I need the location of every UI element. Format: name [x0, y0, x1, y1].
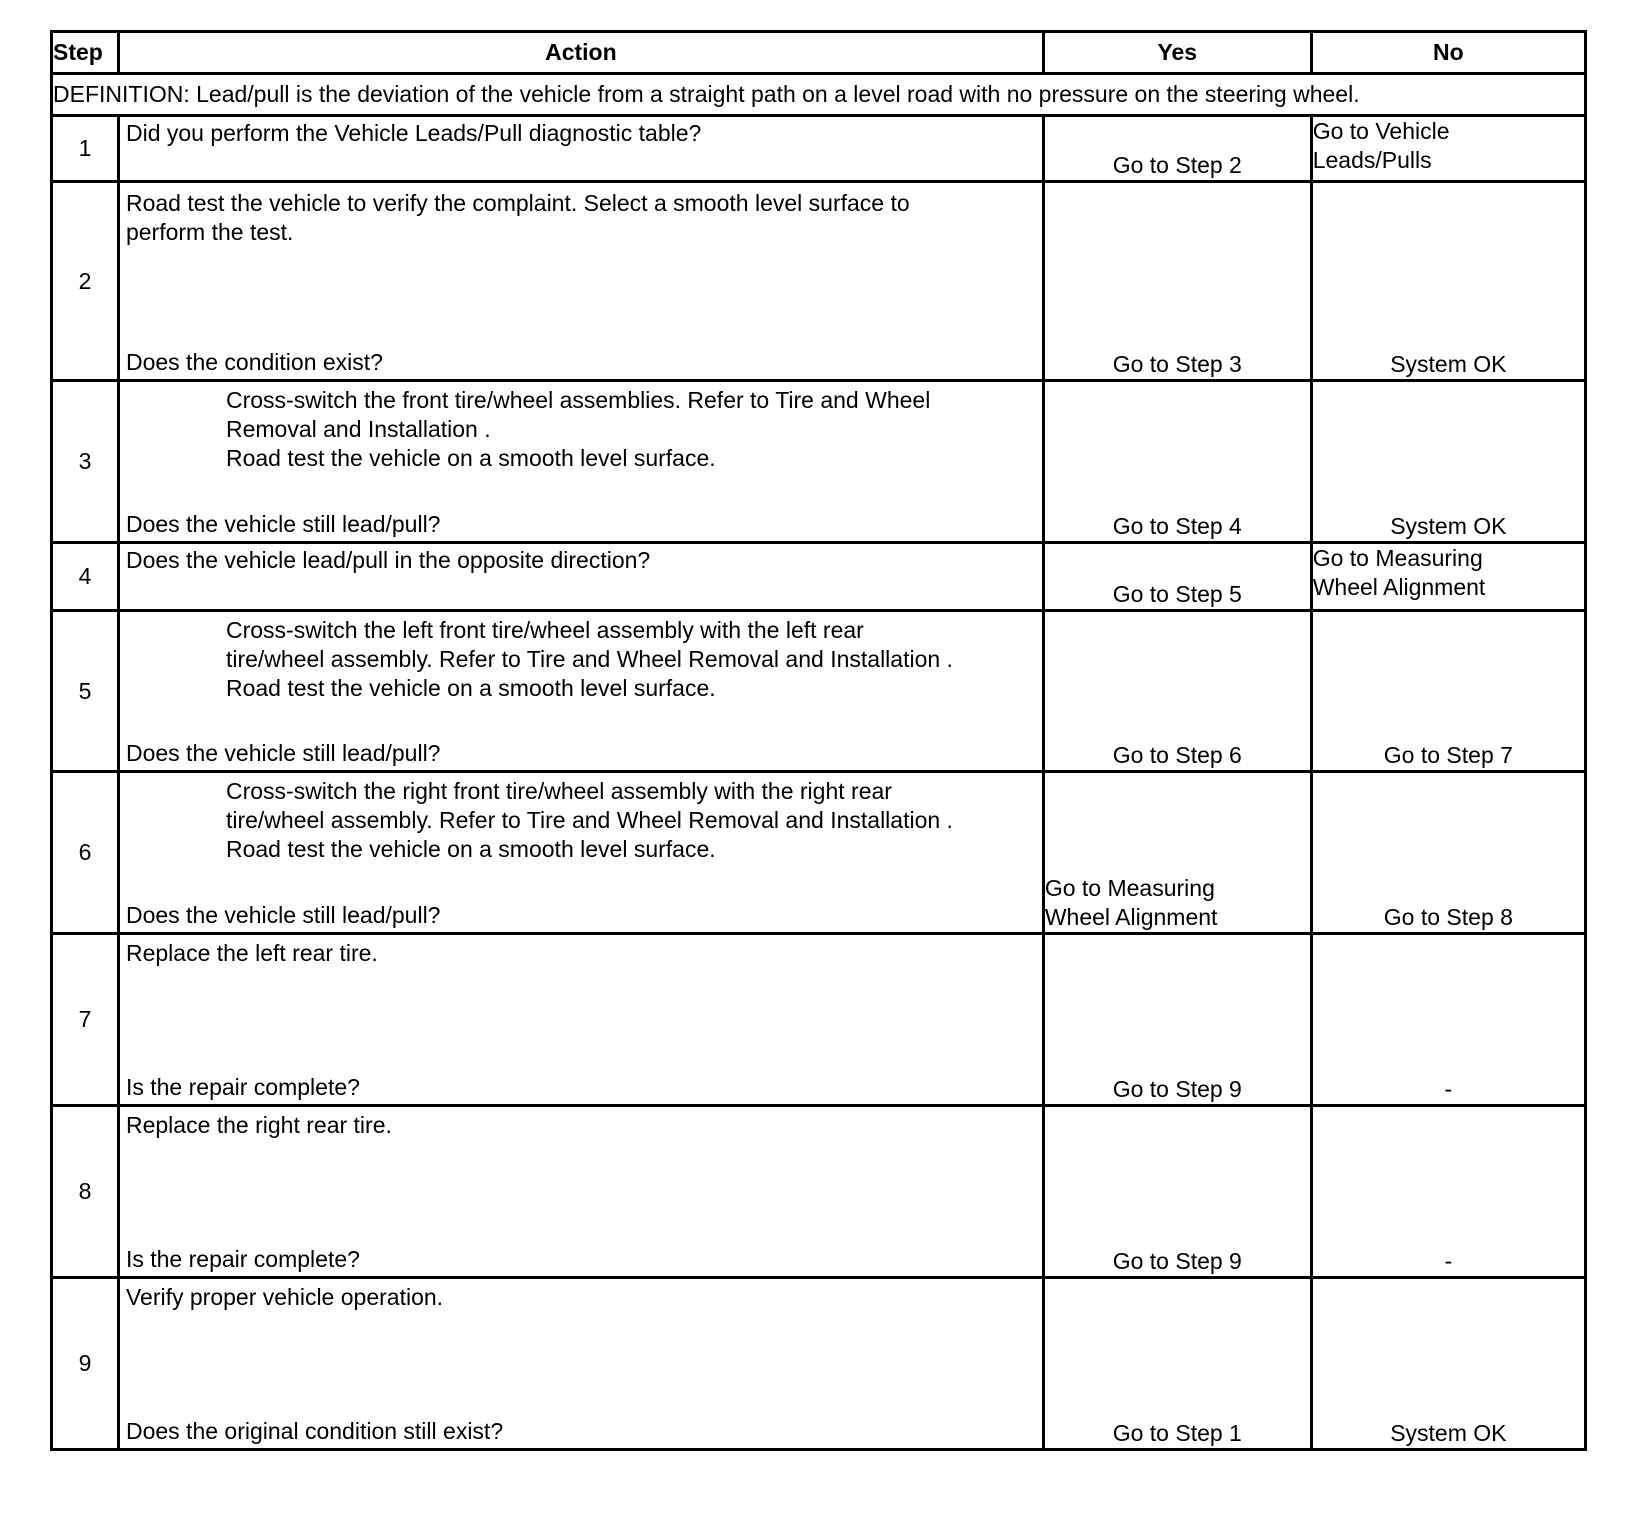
no-text: Go to Vehicle — [1312, 118, 1450, 144]
table-row — [52, 1278, 1586, 1450]
yes-cell — [1043, 772, 1311, 934]
action-text: Verify proper vehicle operation. — [125, 1284, 444, 1310]
step-number: 6 — [52, 772, 119, 934]
step-number: 3 — [52, 381, 119, 543]
action-question: Does the vehicle still lead/pull? — [125, 902, 441, 928]
yes-cell: Go to Step 1 — [1043, 1278, 1311, 1450]
no-cell: System OK — [1311, 182, 1585, 381]
action-text: Replace the right rear tire. — [125, 1112, 392, 1138]
yes-text: Go to Measuring — [1044, 875, 1215, 901]
table-row — [52, 182, 1586, 381]
action-cell — [118, 611, 1043, 772]
action-text: Cross-switch the front tire/wheel assemblies. Refer to Tire and Wheel — [225, 387, 931, 413]
table-row — [52, 772, 1586, 934]
action-question: Is the repair complete? — [125, 1074, 360, 1100]
definition-text: DEFINITION: Lead/pull is the deviation of the vehicle from a straight path on a level road with no pressure on the steering wheel. — [52, 74, 1586, 116]
action-cell — [118, 1106, 1043, 1278]
step-number: 8 — [52, 1106, 119, 1278]
yes-cell: Go to Step 5 — [1043, 543, 1311, 611]
no-cell — [1311, 116, 1585, 182]
action-text: Did you perform the Vehicle Leads/Pull diagnostic table? — [125, 120, 702, 146]
action-text: tire/wheel assembly. Refer to Tire and Wheel Removal and Installation . — [225, 646, 953, 672]
table-row — [52, 1106, 1586, 1278]
step-number: 5 — [52, 611, 119, 772]
header-row — [52, 32, 1586, 74]
step-number: 4 — [52, 543, 119, 611]
no-cell: Go to Step 8 — [1311, 772, 1585, 934]
no-text: Leads/Pulls — [1312, 147, 1432, 173]
action-text: Cross-switch the left front tire/wheel assembly with the left rear — [225, 617, 864, 643]
table-row — [52, 116, 1586, 182]
action-text: Road test the vehicle on a smooth level surface. — [225, 836, 716, 862]
yes-cell: Go to Step 2 — [1043, 116, 1311, 182]
no-text: Wheel Alignment — [1312, 574, 1486, 600]
action-cell — [118, 182, 1043, 381]
yes-cell: Go to Step 9 — [1043, 934, 1311, 1106]
no-cell — [1311, 543, 1585, 611]
action-question: Does the condition exist? — [125, 349, 383, 375]
yes-cell: Go to Step 6 — [1043, 611, 1311, 772]
no-text: Go to Measuring — [1312, 545, 1483, 571]
header-action: Action — [118, 32, 1043, 74]
action-question: Is the repair complete? — [125, 1246, 360, 1272]
table-row — [52, 543, 1586, 611]
action-text: Road test the vehicle to verify the complaint. Select a smooth level surface to — [125, 190, 910, 216]
action-text: Does the vehicle lead/pull in the opposite direction? — [125, 547, 651, 573]
action-question: Does the vehicle still lead/pull? — [125, 511, 441, 537]
header-no: No — [1311, 32, 1585, 74]
action-cell — [118, 543, 1043, 611]
action-text: perform the test. — [125, 219, 294, 245]
action-text: Road test the vehicle on a smooth level surface. — [225, 445, 716, 471]
yes-text: Wheel Alignment — [1044, 904, 1218, 930]
action-cell — [118, 116, 1043, 182]
step-number: 7 — [52, 934, 119, 1106]
table-row — [52, 934, 1586, 1106]
action-question: Does the vehicle still lead/pull? — [125, 740, 441, 766]
definition-row — [52, 74, 1586, 116]
yes-cell: Go to Step 4 — [1043, 381, 1311, 543]
diagnostic-table — [50, 30, 1587, 1451]
action-text: Road test the vehicle on a smooth level surface. — [225, 675, 716, 701]
action-cell — [118, 772, 1043, 934]
no-cell: System OK — [1311, 1278, 1585, 1450]
no-cell: System OK — [1311, 381, 1585, 543]
action-text: Replace the left rear tire. — [125, 940, 378, 966]
yes-cell: Go to Step 3 — [1043, 182, 1311, 381]
no-cell: - — [1311, 934, 1585, 1106]
action-question: Does the original condition still exist? — [125, 1418, 504, 1444]
step-number: 2 — [52, 182, 119, 381]
action-text: Removal and Installation . — [225, 416, 491, 442]
yes-cell: Go to Step 9 — [1043, 1106, 1311, 1278]
header-step: Step — [52, 32, 119, 74]
step-number: 1 — [52, 116, 119, 182]
step-number: 9 — [52, 1278, 119, 1450]
header-yes: Yes — [1043, 32, 1311, 74]
action-cell — [118, 381, 1043, 543]
action-text: tire/wheel assembly. Refer to Tire and Wheel Removal and Installation . — [225, 807, 953, 833]
no-cell: - — [1311, 1106, 1585, 1278]
no-cell: Go to Step 7 — [1311, 611, 1585, 772]
action-cell — [118, 934, 1043, 1106]
table-row — [52, 381, 1586, 543]
table-row — [52, 611, 1586, 772]
action-cell — [118, 1278, 1043, 1450]
action-text: Cross-switch the right front tire/wheel assembly with the right rear — [225, 778, 892, 804]
